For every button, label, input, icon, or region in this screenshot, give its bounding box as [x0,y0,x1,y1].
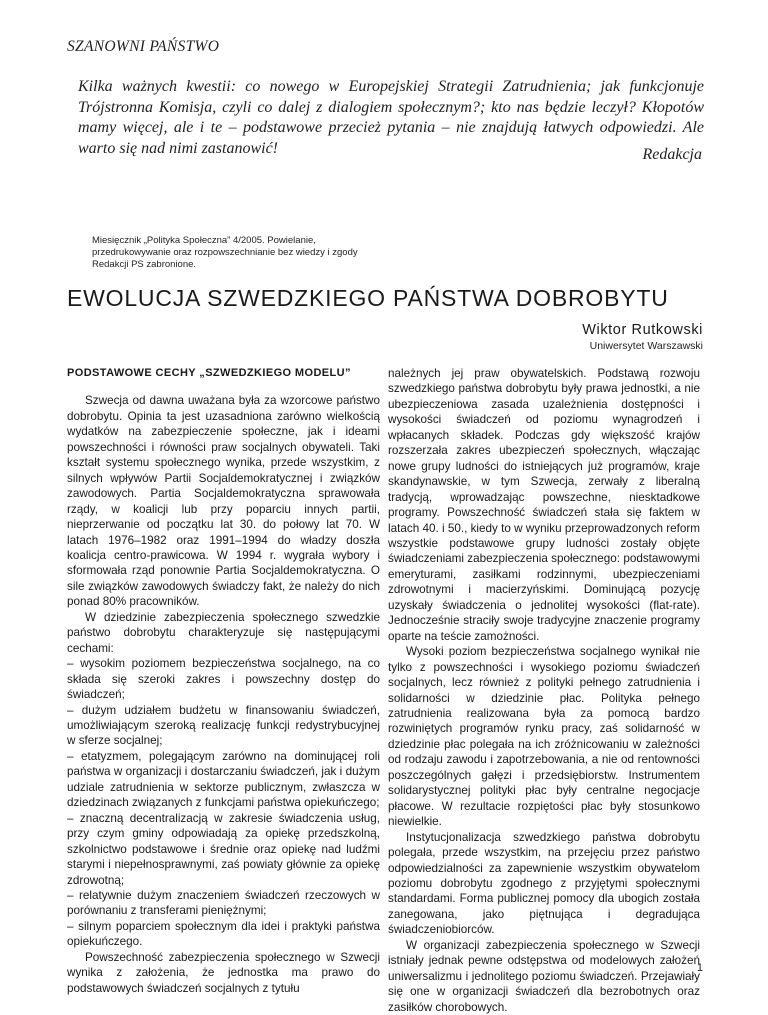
page-number: 1 [696,962,703,974]
paragraph: Wysoki poziom bezpieczeństwa socjalnego wynikał nie tylko z powszechności i wysokiego poziomu świadczeń socjalnych, lecz również z polityki pełnego zatrudnienia i solidarności w dziedzinie płac. Polityka pełnego zatrudnienia realizowana była za pomocą bardzo rozwiniętych programów rynku pracy, zaś solidarność w dziedzinie płac polegała na ich zróżnicowaniu w zależności od rodzaju zawodu i zapotrzebowania, a nie od rentowności poszczególnych gałęzi i przedsiębiorstw. Instrumentem solidarystycznej polityki płac były centralne negocjacje płacowe. W rezultacie rozpiętości płac były stosunkowo niewielkie. [388,645,700,829]
list-item: – wysokim poziomem bezpieczeństwa socjalnego, na co składa się szeroki zakres i powszechny dostęp do świadczeń; [67,657,380,702]
paragraph: należnych jej praw obywatelskich. Podstawą rozwoju szwedzkiego państwa dobrobytu były prawa jednostki, a nie ubezpieczeniowa zasada uzależnienia dostępności i wysokości świadczeń od poziomu wynagrodzeń i wpłacanych składek. Podczas gdy większość krajów rozszerzała zakres ubezpieczeń społecznych, włączając nowe grupy ludności do istniejących już programów, kraje skandynawskie, w tym Szwecja, zerwały z liberalną tradycją, wprowadzając powszechne, niesktadkowe programy. Powszechność świadczeń stała się faktem w latach 40. i 50., kiedy to w wyniku przeprowadzonych reform wszystkie podstawowe grupy ludności zostały objęte świadczeniami zabezpieczenia społecznego: podstawowymi emeryturami, zasiłkami rodzinnymi, ubezpieczeniami zdrowotnymi i macierzyńskimi. Dominującą pozycję uzyskały świadczenia o jednolitej wysokości (flat-rate). Jednocześnie straciły swoje tradycyjne znaczenie programy oparte na teście zamożności. [388,367,700,643]
section-label: SZANOWNI PAŃSTWO [67,38,220,55]
paragraph: W organizacji zabezpieczenia społecznego w Szwecji istniały jednak pewne odstępstwa od modelowych założeń uniwersalizmu i jednolitego poziomu świadczeń. Przejawiały się one w organizacji świadczeń dla bezrobotnych oraz zasiłków chorobowych. [388,938,700,1014]
list-item: – etatyzmem, polegającym zarówno na dominującej roli państwa w organizacji i dostarczaniu świadczeń, jak i dużym udziale zatrudnienia w sektorze publicznym, zwłaszcza w dziedzinach związanych z funkcjami państwa opiekuńczego; [67,749,380,810]
list-item: – silnym poparciem społecznym dla idei i praktyki państwa opiekuńczego. [67,919,380,949]
paragraph: Instytucjonalizacja szwedzkiego państwa dobrobytu polegała, przede wszystkim, na przejęciu przez państwo odpowiedzialności za zapewnienie wszystkim obywatelom poziomu dobrobytu zgodnego z przyjętymi społecznymi standardami. Forma publicznej pomocy dla ubogich została zanegowana, jako piętnująca i degradująca świadczeniobiorców. [388,830,700,937]
list-item: – dużym udziałem budżetu w finansowaniu świadczeń, umożliwiającym szeroką realizację funkcji redystrybucyjnej w sferze socjalnej; [67,703,380,748]
section-heading: PODSTAWOWE CECHY „SZWEDZKIEGO MODELU” [67,367,351,379]
paragraph: Powszechność zabezpieczenia społecznego w Szwecji wynika z założenia, że jednostka ma prawo do podstawowych świadczeń socjalnych z tytułu [67,950,380,995]
list-item: – relatywnie dużym znaczeniem świadczeń rzeczowych w porównaniu z transferami pieniężnymi; [67,888,380,918]
paragraph: W dziedzinie zabezpieczenia społecznego szwedzkie państwo dobrobytu charakteryzuje się następującymi cechami: [67,610,380,655]
editorial-signature: Redakcja [642,146,702,163]
editorial-intro: Kilka ważnych kwestii: co nowego w Europejskiej Strategii Zatrudnienia; jak funkcjonuje Trójstronna Komisja, czyli co dalej z dialogiem społecznym?; kto nas będzie leczył? Kłopotów mamy więcej, ale i te – podstawowe przecież pytania – nie znajdują łatwych odpowiedzi. Ale warto się nad nimi zastanowić! [78,78,704,157]
article-title: EWOLUCJA SZWEDZKIEGO PAŃSTWA DOBROBYTU [67,285,669,311]
paragraph: Szwecja od dawna uważana była za wzorcowe państwo dobrobytu. Opinia ta jest uzasadniona zarówno wielkością wydatków na zabezpieczenie społeczne, jak i ideami powszechności i równości praw socjalnych obywateli. Taki kształt systemu społecznego wynika, przede wszystkim, z silnych wpływów Partii Socjaldemokratycznej i związków zawodowych. Partia Socjaldemokratyczna sprawowała rządy, w koalicji lub przy poparciu innych partii, nieprzerwanie od początku lat 30. do połowy lat 70. W latach 1976–1982 oraz 1991–1994 do władzy doszła koalicja centro-prawicowa. W 1994 r. wygrała wybory i sformowała rząd ponownie Partia Socjaldemokratyczna. O sile związków zawodowych świadczy fakt, że należy do nich ponad 80% pracowników. [67,394,380,609]
copyright-notice: Miesięcznik „Polityka Społeczna” 4/2005. Powielanie, przedrukowywanie oraz rozpowszechnianie bez wiedzy i zgody Redakcji PS zabronione. [92,235,358,270]
author-affiliation: Uniwersytet Warszawski [589,340,703,352]
list-item: – znaczną decentralizacją w zakresie świadczenia usług, przy czym gminy odpowiadają za opiekę przedszkolną, szkolnictwo podstawowe i średnie oraz opiekę nad ludźmi starymi i niepełnosprawnymi, zaś powiaty głównie za opiekę zdrowotną; [67,811,380,887]
author-name: Wiktor Rutkowski [582,322,703,338]
left-column [67,366,380,996]
right-column [388,366,700,1015]
